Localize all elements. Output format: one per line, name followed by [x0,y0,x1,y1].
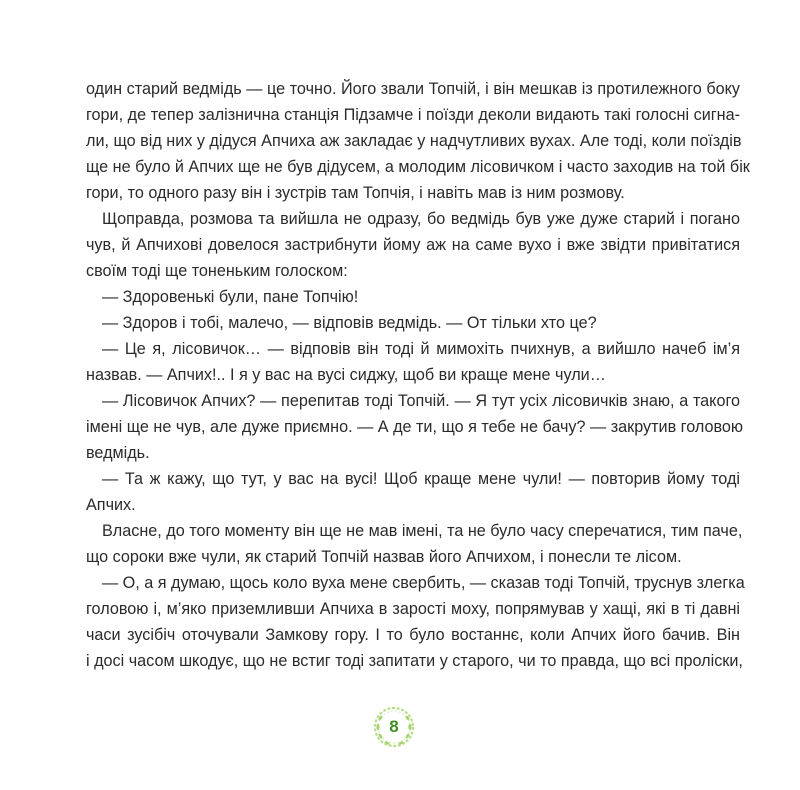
text-line: — Здоров і тобі, малечо, — відповів ведмідь. — От тільки хто це? [102,314,597,332]
text-line: Апчих. [86,496,136,514]
text-line: чув, й Апчихові довелося застрибнути йому аж на саме вухо і вже звідти привітатися [86,236,740,254]
text-line: один старий ведмідь — це точно. Його звали Топчій, і він мешкав із протилежного боку [86,80,740,98]
text-line: — Лісовичок Апчих? — перепитав тоді Топчій. — Я тут усіх лісовичків знаю, а такого [102,392,740,410]
text-line: гори, то одного разу він і зустрів там Топчія, і навіть мав із ним розмову. [86,184,625,202]
page-number-badge [372,705,416,749]
text-line: імені ще не чув, але дуже приємно. — А де ти, що я тебе не бачу? — закрутив головою [86,418,744,436]
text-line: Щоправда, розмова та вийшла не одразу, бо ведмідь був уже дуже старий і погано [102,210,740,228]
text-line: ще не було й Апчих ще не був дідусем, а молодим лісовичком і часто заходив на той бік [86,158,750,176]
text-line: Власне, до того моменту він ще не мав імені, та не було часу сперечатися, тим паче, [102,522,743,540]
text-line: назвав. — Апчих!.. І я у вас на вусі сиджу, щоб ви краще мене чули… [86,366,606,384]
page-number: 8 [389,717,399,736]
text-line: своїм тоді ще тоненьким голоском: [86,262,348,280]
text-line: — О, а я думаю, щось коло вуха мене свербить, — сказав тоді Топчій, труснув злегка [102,574,745,592]
text-line: головою і, м’яко приземливши Апчиха в зарості моху, попрямував у хащі, які в ті давні [86,600,740,618]
text-line: ли, що від них у дідуся Апчиха аж закладає у надчутливих вухах. Але тоді, коли поїздів [86,132,742,150]
text-line: — Це я, лісовичок… — відповів він тоді й мимохіть пчихнув, а вийшло начеб ім’я [102,340,740,358]
text-line: — Та ж кажу, що тут, у вас на вусі! Щоб краще мене чули! — повторив йому тоді [102,470,740,488]
text-line: і досі часом шкодує, що не встиг тоді запитати у старого, чи то правда, що всі проліски, [86,652,743,670]
text-line: гори, де тепер залізнична станція Підзамче і поїзди деколи видають такі голосні сигна- [86,106,740,124]
text-line: ведмідь. [86,444,150,462]
text-line: що сороки вже чули, як старий Топчій назвав його Апчихом, і понесли те лісом. [86,548,682,566]
text-line: часи зусібіч оточували Замкову гору. І то було востаннє, коли Апчих його бачив. Він [86,626,740,644]
text-line: — Здоровенькі були, пане Топчію! [102,288,359,306]
body-text [86,76,750,674]
